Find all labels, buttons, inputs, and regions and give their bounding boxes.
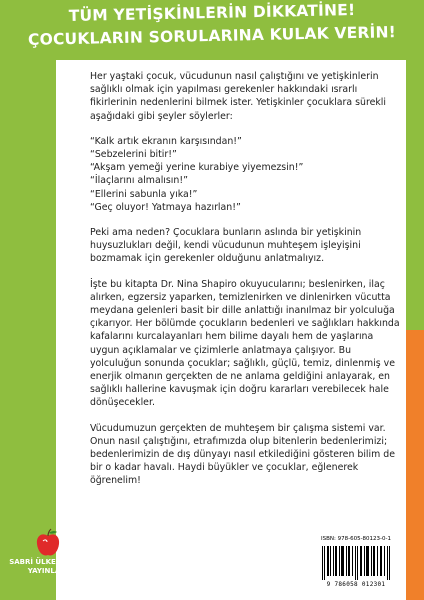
quote-line: “Geç oluyor! Yatmaya hazırlan!” xyxy=(90,201,241,213)
publisher-subtitle: YAYINLARI xyxy=(27,567,69,575)
cover-header xyxy=(0,0,424,60)
publisher-name: SABRİ ÜLKER VAKFI xyxy=(9,558,87,566)
book-description-paragraph: İşte bu kitapta Dr. Nina Shapiro okuyucularını; beslenirken, ilaç alırken, egzersiz yaparken, temizlenirken ve dinlenirken vücutta meydana gelenleri basit bir dille anlattığı inanılmaz bir yolculuğa çıkarıyor. Her bölümde çocukların bedenleri ve sağlıkları hakkında kafalarını kurcalayanları hem bilime dayalı hem de yaşlarına uygun açıklamalar ve çizimlerle anlatmaya çalışıyor. Bu yolculuğun sonunda çocuklar; sağlıklı, güçlü, temiz, dinlenmiş ve enerjik olmanın gerçekten de ne anlama geldiğini anlayarak, en sağlıklı hallerine kavuşmak için doğru kararları verebilecek hale dönüşecekler. xyxy=(90,278,400,409)
isbn-barcode-box xyxy=(314,534,398,592)
back-cover-text xyxy=(90,70,400,500)
quote-line: “İlaçlarını almalısın!” xyxy=(90,175,188,187)
header-line-1: TÜM YETİŞKİNLERİN DİKKATİNE! xyxy=(68,1,356,25)
quote-line: “Akşam yemeği yerine kurabiye yiyemezsin!” xyxy=(90,162,304,174)
quote-line: “Ellerini sabunla yıka!” xyxy=(90,188,198,200)
closing-paragraph: Vücudumuzun gerçekten de muhteşem bir çalışma sistemi var. Onun nasıl çalıştığını, etrafımızda olup bitenlerin bedenlerimizi; bedenlerimizin de dış dünyayı nasıl etkilediğini gösteren bilim de bir o kadar havalı. Haydi büyükler ve çocuklar, eğlenerek öğrenelim! xyxy=(90,422,395,487)
header-line-2: ÇOCUKLARIN SORULARINA KULAK VERİN! xyxy=(27,23,397,49)
barcode xyxy=(320,546,392,580)
publisher-logo xyxy=(8,528,88,600)
barcode-digits: 9 786058 012301 xyxy=(326,581,386,588)
quotes-list xyxy=(90,135,400,214)
intro-paragraph: Her yaştaki çocuk, vücudunun nasıl çalıştığını ve yetişkinlerin sağlıklı olmak için yapılması gerekenler hakkındaki ısrarlı fikirlerinin nedenlerini bilmek ister. Yetişkinler çocuklara sürekli aşağıdaki gibi şeyler söylerler: xyxy=(90,71,386,122)
isbn-label: ISBN: 978-605-80123-0-1 xyxy=(320,536,392,542)
orange-side-stripe xyxy=(406,330,424,600)
quote-line: “Sebzelerini bitir!” xyxy=(90,149,177,161)
quote-line: “Kalk artık ekranın karşısından!” xyxy=(90,135,242,147)
apple-icon xyxy=(35,528,61,558)
why-paragraph: Peki ama neden? Çocuklara bunların aslında bir yetişkinin huysuzlukları değil, kendi vücudunun muhteşem işleyişini bozmamak için gerekenler olduğunu anlatmalıyız. xyxy=(90,227,362,265)
